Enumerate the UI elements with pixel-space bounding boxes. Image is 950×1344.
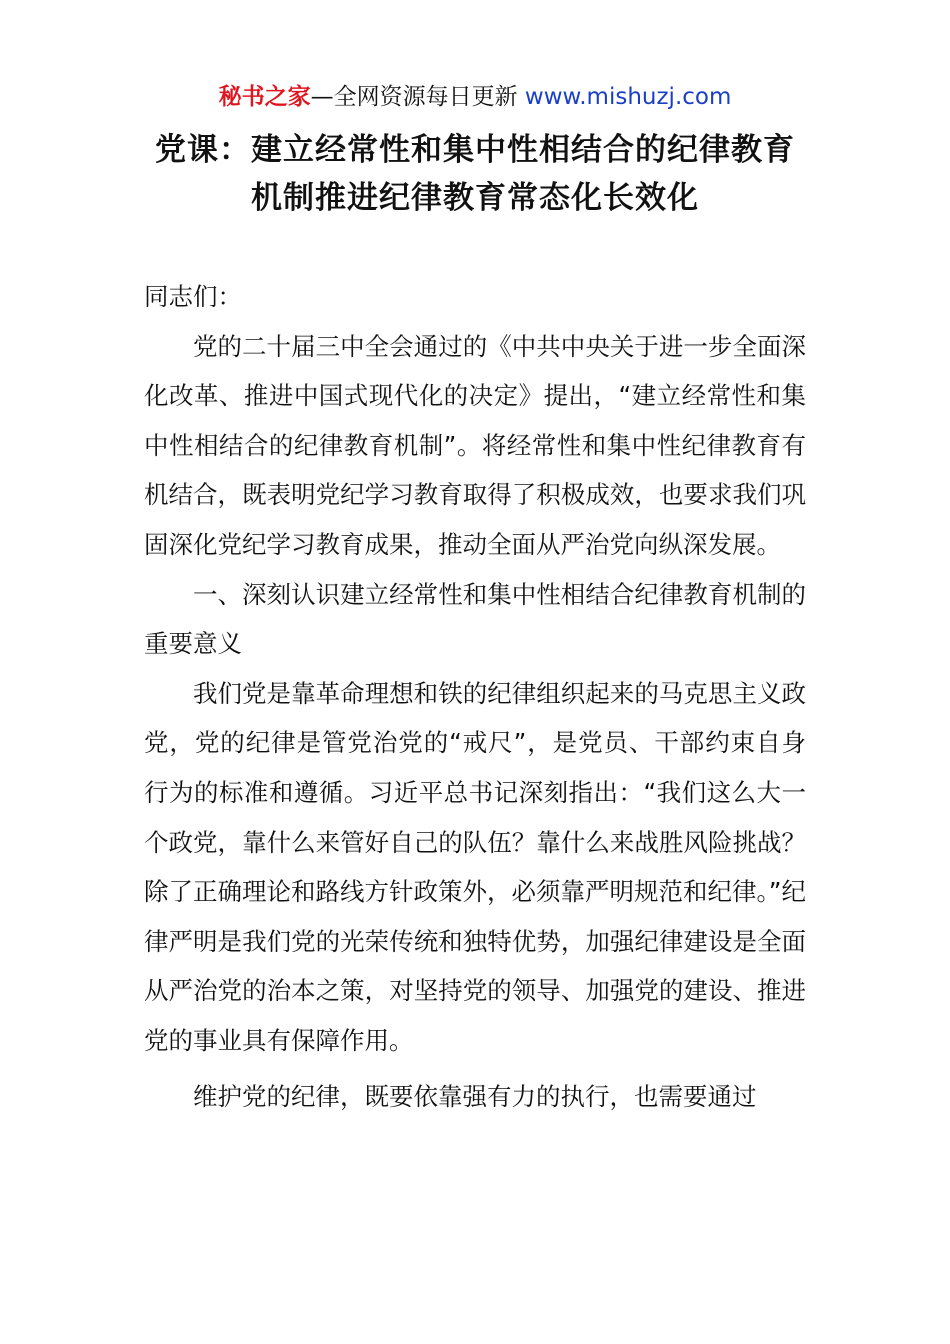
header-tagline: 全网资源每日更新	[333, 84, 525, 110]
paragraph-2: 我们党是靠革命理想和铁的纪律组织起来的马克思主义政党，党的纪律是管党治党的“戒尺”，是党员、干部约束自身行为的标准和遵循。习近平总书记深刻指出：“我们这么大一个政党，靠什么来管好自己的队伍？靠什么来战胜风险挑战？除了正确理论和路线方针政策外，必须靠严明规范和纪律。”纪律严明是我们党的光荣传统和独特优势，加强纪律建设是全面从严治党的治本之策，对坚持党的领导、加强党的建设、推进党的事业具有保障作用。	[144, 678, 806, 1055]
section-heading-1: 一、深刻认识建立经常性和集中性相结合纪律教育机制的重要意义	[144, 579, 806, 659]
brand-name: 秘书之家	[218, 84, 311, 110]
paragraph-1: 党的二十届三中全会通过的《中共中央关于进一步全面深化改革、推进中国式现代化的决定》提出，“建立经常性和集中性相结合的纪律教育机制”。将经常性和集中性纪律教育有机结合，既表明党纪学习教育取得了积极成效，也要求我们巩固深化党纪学习教育成果，推动全面从严治党向纵深发展。	[144, 331, 806, 559]
document-body	[144, 272, 806, 1121]
title-line-1: 党课：建立经常性和集中性相结合的纪律教育	[155, 132, 795, 168]
header-url-link[interactable]: www.mishuzj.com	[524, 84, 732, 110]
paragraph-3: 维护党的纪律，既要依靠强有力的执行，也需要通过	[193, 1081, 757, 1111]
header-separator: —	[310, 84, 334, 110]
salutation: 同志们：	[144, 282, 242, 311]
site-header	[0, 82, 950, 112]
document-title	[0, 126, 950, 222]
title-line-2: 机制推进纪律教育常态化长效化	[251, 180, 699, 216]
